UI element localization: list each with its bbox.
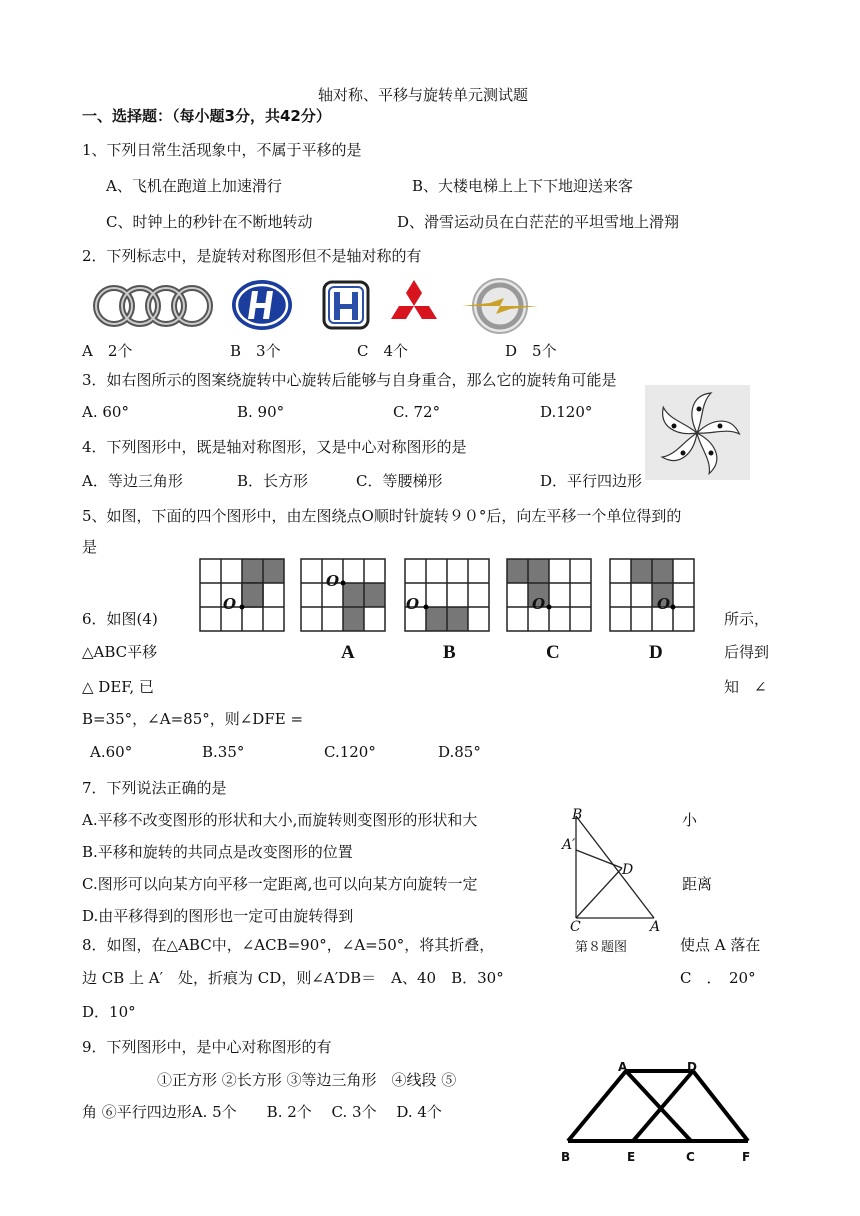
q9-label-b: B — [561, 1150, 571, 1164]
question-8-line1: 8．如图，在△ABC中，∠ACB=90°，∠A=50°，将其折叠， — [82, 936, 495, 954]
question-1-option-b: B、大楼电梯上上下下地迎送来客 — [412, 177, 634, 195]
question-4-option-a: A．等边三角形 — [82, 472, 183, 490]
question-7-option-c: C.图形可以向某方向平移一定距离,也可以向某方向旋转一定 — [82, 875, 478, 893]
q8-label-a: A — [650, 919, 661, 935]
question-6-option-d: D.85° — [438, 743, 481, 761]
q5-original-grid — [200, 557, 288, 633]
q5-option-d-label: D — [649, 642, 663, 663]
q8-figure-caption: 第８题图 — [575, 940, 628, 955]
question-6-line3-right: 知 ∠ — [724, 678, 767, 696]
question-1-option-a: A、飞机在跑道上加速滑行 — [106, 177, 282, 195]
opel-logo-icon — [460, 278, 540, 334]
hyundai-logo-icon — [231, 279, 293, 331]
question-2-option-b: B 3个 — [230, 342, 281, 360]
q5-option-b-label: B — [443, 642, 456, 663]
q8-label-c: C — [570, 919, 581, 935]
question-6-line3: △ DEF, 已 — [82, 678, 154, 696]
question-8-line2: 边 CB 上 A′ 处，折痕为 CD，则∠A′DB＝ A、40 B．30° — [82, 969, 504, 987]
question-7-option-a: A.平移不改变图形的形状和大小,而旋转则变图形的形状和大 — [82, 811, 478, 829]
question-6-line2: △ABC平移 — [82, 643, 158, 661]
q8-label-b: B — [572, 807, 583, 823]
q9-label-d: D — [687, 1060, 697, 1074]
question-9-stem: 9．下列图形中，是中心对称图形的有 — [82, 1038, 332, 1056]
question-6-option-b: B.35° — [202, 743, 245, 761]
bauhinia-figure-icon — [645, 385, 750, 480]
q9-label-e: E — [627, 1150, 636, 1164]
mitsubishi-logo-icon — [385, 280, 443, 332]
question-3-option-c: C. 72° — [393, 403, 441, 421]
audi-logo-icon — [92, 282, 217, 330]
q5-option-c-point-o: O — [532, 595, 546, 613]
question-3-option-b: B. 90° — [237, 403, 285, 421]
q8-label-d: D — [622, 862, 634, 878]
question-4-option-d: D．平行四边形 — [540, 472, 643, 490]
honda-logo-icon — [322, 280, 370, 330]
question-6-option-c: C.120° — [324, 743, 376, 761]
q8-label-a-prime: A′ — [562, 837, 576, 853]
question-5-stem-cont: 是 — [82, 538, 98, 556]
question-8-line1-tail: 使点 A 落在 — [680, 936, 761, 954]
section-heading: 一、选择题：（每小题3分，共42分） — [82, 107, 331, 125]
question-7-option-b: B.平移和旋转的共同点是改变图形的位置 — [82, 843, 353, 861]
q5-option-d-point-o: O — [657, 595, 671, 613]
question-5-stem: 5、如图，下面的四个图形中，由左图绕点O顺时针旋转９０°后，向左平移一个单位得到的 — [82, 507, 682, 525]
question-7-option-d: D.由平移得到的图形也一定可由旋转得到 — [82, 907, 354, 925]
question-7-option-a-tail: 小 — [682, 811, 698, 829]
question-2-option-c: C 4个 — [357, 342, 409, 360]
question-3-option-d: D.120° — [540, 403, 593, 421]
question-6-line1: 6．如图(4) — [82, 610, 158, 628]
question-6-line4: B=35°，∠A=85°，则∠DFE = — [82, 710, 304, 728]
q5-option-a-point-o: O — [326, 572, 340, 590]
q9-label-a: A — [618, 1060, 628, 1074]
question-8-line3: D．10° — [82, 1003, 136, 1021]
question-8-line2-tail: C ． 20° — [680, 969, 756, 987]
question-1-option-c: C、时钟上的秒针在不断地转动 — [106, 213, 313, 231]
q5-point-o: O — [223, 595, 237, 613]
question-3-stem: 3．如右图所示的图案绕旋转中心旋转后能够与自身重合，那么它的旋转角可能是 — [82, 371, 617, 389]
question-6-line2-right: 后得到 — [724, 643, 770, 661]
q9-parallelogram-figure — [560, 1058, 760, 1168]
question-7-stem: 7．下列说法正确的是 — [82, 779, 227, 797]
question-6-option-a: A.60° — [90, 743, 133, 761]
question-6-line1-right: 所示， — [724, 610, 770, 628]
q5-option-c-label: C — [546, 642, 560, 663]
q5-option-a-grid — [301, 557, 389, 633]
question-1-stem: 1、下列日常生活现象中，不属于平移的是 — [82, 141, 362, 159]
question-1-option-d: D、滑雪运动员在白茫茫的平坦雪地上滑翔 — [397, 213, 680, 231]
question-9-line3: 角 ⑥平行四边形A. 5个 B. 2个 C. 3个 D. 4个 — [82, 1103, 442, 1121]
question-2-stem: 2．下列标志中，是旋转对称图形但不是轴对称的有 — [82, 247, 422, 265]
question-2-option-a: A 2个 — [82, 342, 133, 360]
q9-label-c: C — [686, 1150, 695, 1164]
q5-option-b-point-o: O — [406, 595, 420, 613]
question-4-option-c: C．等腰梯形 — [356, 472, 443, 490]
question-4-option-b: B．长方形 — [237, 472, 309, 490]
question-4-stem: 4．下列图形中，既是轴对称图形，又是中心对称图形的是 — [82, 438, 467, 456]
question-2-option-d: D 5个 — [505, 342, 557, 360]
page-title: 轴对称、平移与旋转单元测试题 — [318, 86, 529, 104]
q5-option-d-grid — [610, 557, 698, 633]
q5-option-c-grid — [507, 557, 595, 633]
question-3-option-a: A. 60° — [82, 403, 129, 421]
q9-label-f: F — [742, 1150, 751, 1164]
q5-option-a-label: A — [341, 642, 355, 663]
question-9-items: ①正方形 ②长方形 ③等边三角形 ④线段 ⑤ — [157, 1071, 457, 1089]
question-7-option-c-tail: 距离 — [682, 875, 713, 893]
